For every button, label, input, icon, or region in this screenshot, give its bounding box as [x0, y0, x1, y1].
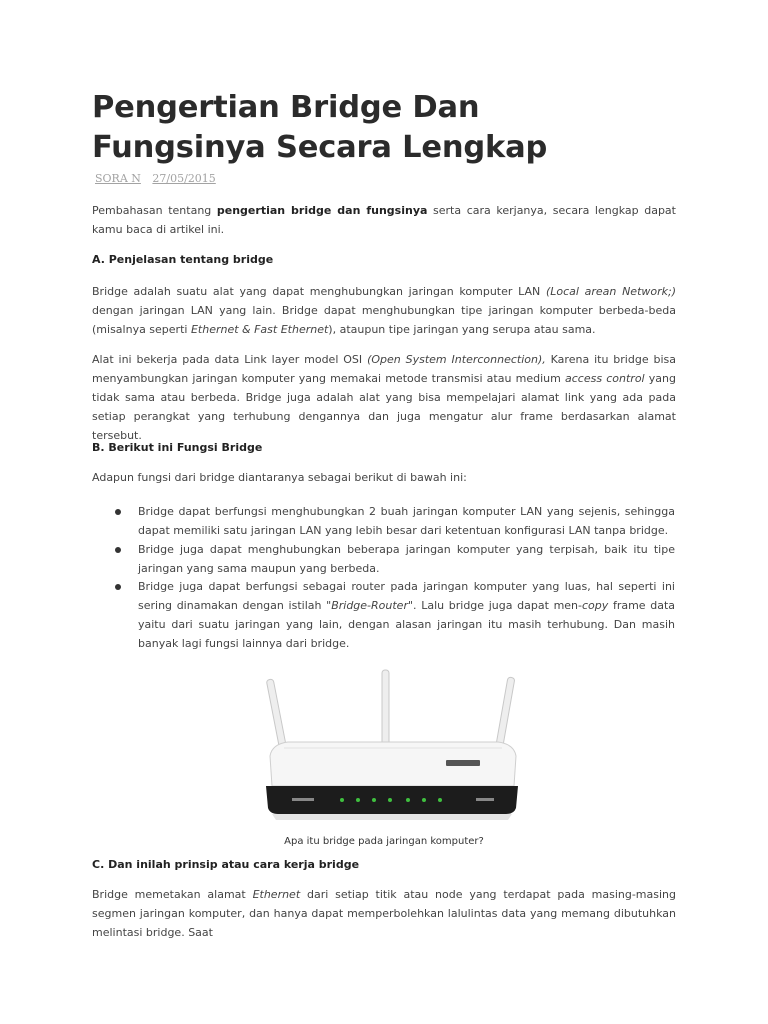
italic-text: "Bridge-Router"	[326, 599, 414, 612]
italic-text: Ethernet & Fast Ethernet	[190, 323, 329, 336]
bullet-icon	[115, 547, 121, 553]
italic-text: Ethernet	[252, 888, 301, 901]
text: yang tidak sama atau berbeda. Bridge juga adalah alat yang bisa mempelajari alamat link yang ada pada setiap perangkat yang terhubung dengannya dan juga mengatur alur frame berdasarkan alamat tersebut.	[92, 372, 677, 442]
text: frame data yaitu dari suatu jaringan yang lain, dengan alasan jaringan itu masih terhubung. Dan masih banyak lagi fungsi lainnya dari bridge.	[138, 599, 676, 650]
title-line-2: Fungsinya Secara Lengkap	[92, 130, 548, 165]
heading-section-b: B. Berikut ini Fungsi Bridge	[92, 441, 263, 454]
text: Bridge adalah suatu alat yang dapat menghubungkan jaringan komputer LAN	[92, 285, 546, 298]
section-a-paragraph-2	[92, 350, 676, 445]
author-link[interactable]: SORA N	[95, 172, 141, 185]
title-line-1: Pengertian Bridge Dan	[92, 90, 480, 125]
figure-caption: Apa itu bridge pada jaringan komputer?	[284, 836, 484, 847]
article-meta	[95, 172, 216, 185]
intro-bold-text: pengertian bridge dan fungsinya	[216, 204, 428, 217]
italic-text: (Open System Interconnection),	[367, 353, 546, 366]
intro-text-end: serta cara kerjanya, secara lengkap dapat kamu baca di artikel ini.	[92, 204, 676, 236]
date-link[interactable]: 27/05/2015	[152, 172, 216, 185]
italic-text: (Local arean Network;)	[545, 285, 676, 298]
text: dengan jaringan LAN yang lain. Bridge dapat menghubungkan tipe jaringan komputer berbeda-beda (misalnya seperti	[92, 304, 676, 336]
list-item: Bridge juga dapat menghubungkan beberapa jaringan komputer yang terpisah, baik itu tipe jaringan yang sama maupun yang berbeda.	[138, 543, 675, 575]
router-logo	[446, 760, 480, 766]
section-c-paragraph-1	[92, 885, 676, 942]
text: . Lalu bridge juga dapat men-	[413, 599, 582, 612]
bullet-icon	[115, 509, 121, 515]
list-item: Bridge dapat berfungsi menghubungkan 2 buah jaringan komputer LAN yang sejenis, sehingga dapat memiliki satu jaringan LAN yang lebih besar dari ketentuan konfigurasi LAN tanpa bridge.	[138, 505, 675, 537]
article-title	[92, 88, 676, 168]
heading-section-a: A. Penjelasan tentang bridge	[92, 253, 274, 266]
text: Karena itu bridge bisa menyambungkan jaringan komputer yang memakai metode transmisi atau medium	[92, 353, 677, 385]
text: Bridge memetakan alamat	[92, 888, 253, 901]
router-image	[262, 668, 522, 830]
text: Alat ini bekerja pada data Link layer model OSI	[92, 353, 368, 366]
heading-section-c: C. Dan inilah prinsip atau cara kerja bridge	[92, 858, 360, 871]
intro-text: Pembahasan tentang	[92, 204, 217, 217]
intro-paragraph	[92, 201, 676, 239]
italic-text: access control	[565, 372, 645, 385]
bullet-icon	[115, 584, 121, 590]
router-illustration	[262, 668, 522, 830]
text: dari setiap titik atau node yang terdapat pada masing-masing segmen jaringan komputer, dan hanya dapat memperbolehkan lalulintas data yang memang dibutuhkan melintasi bridge. Saat	[92, 888, 677, 939]
text: ), ataupun tipe jaringan yang serupa atau sama.	[328, 323, 596, 336]
text: Bridge juga dapat berfungsi sebagai router pada jaringan komputer yang luas, hal seperti ini sering dinamakan dengan istilah	[138, 580, 675, 612]
italic-text: copy	[582, 599, 609, 612]
section-b-intro: Adapun fungsi dari bridge diantaranya sebagai berikut di bawah ini:	[92, 471, 467, 484]
section-a-paragraph-1	[92, 282, 676, 339]
list-item	[138, 577, 675, 653]
